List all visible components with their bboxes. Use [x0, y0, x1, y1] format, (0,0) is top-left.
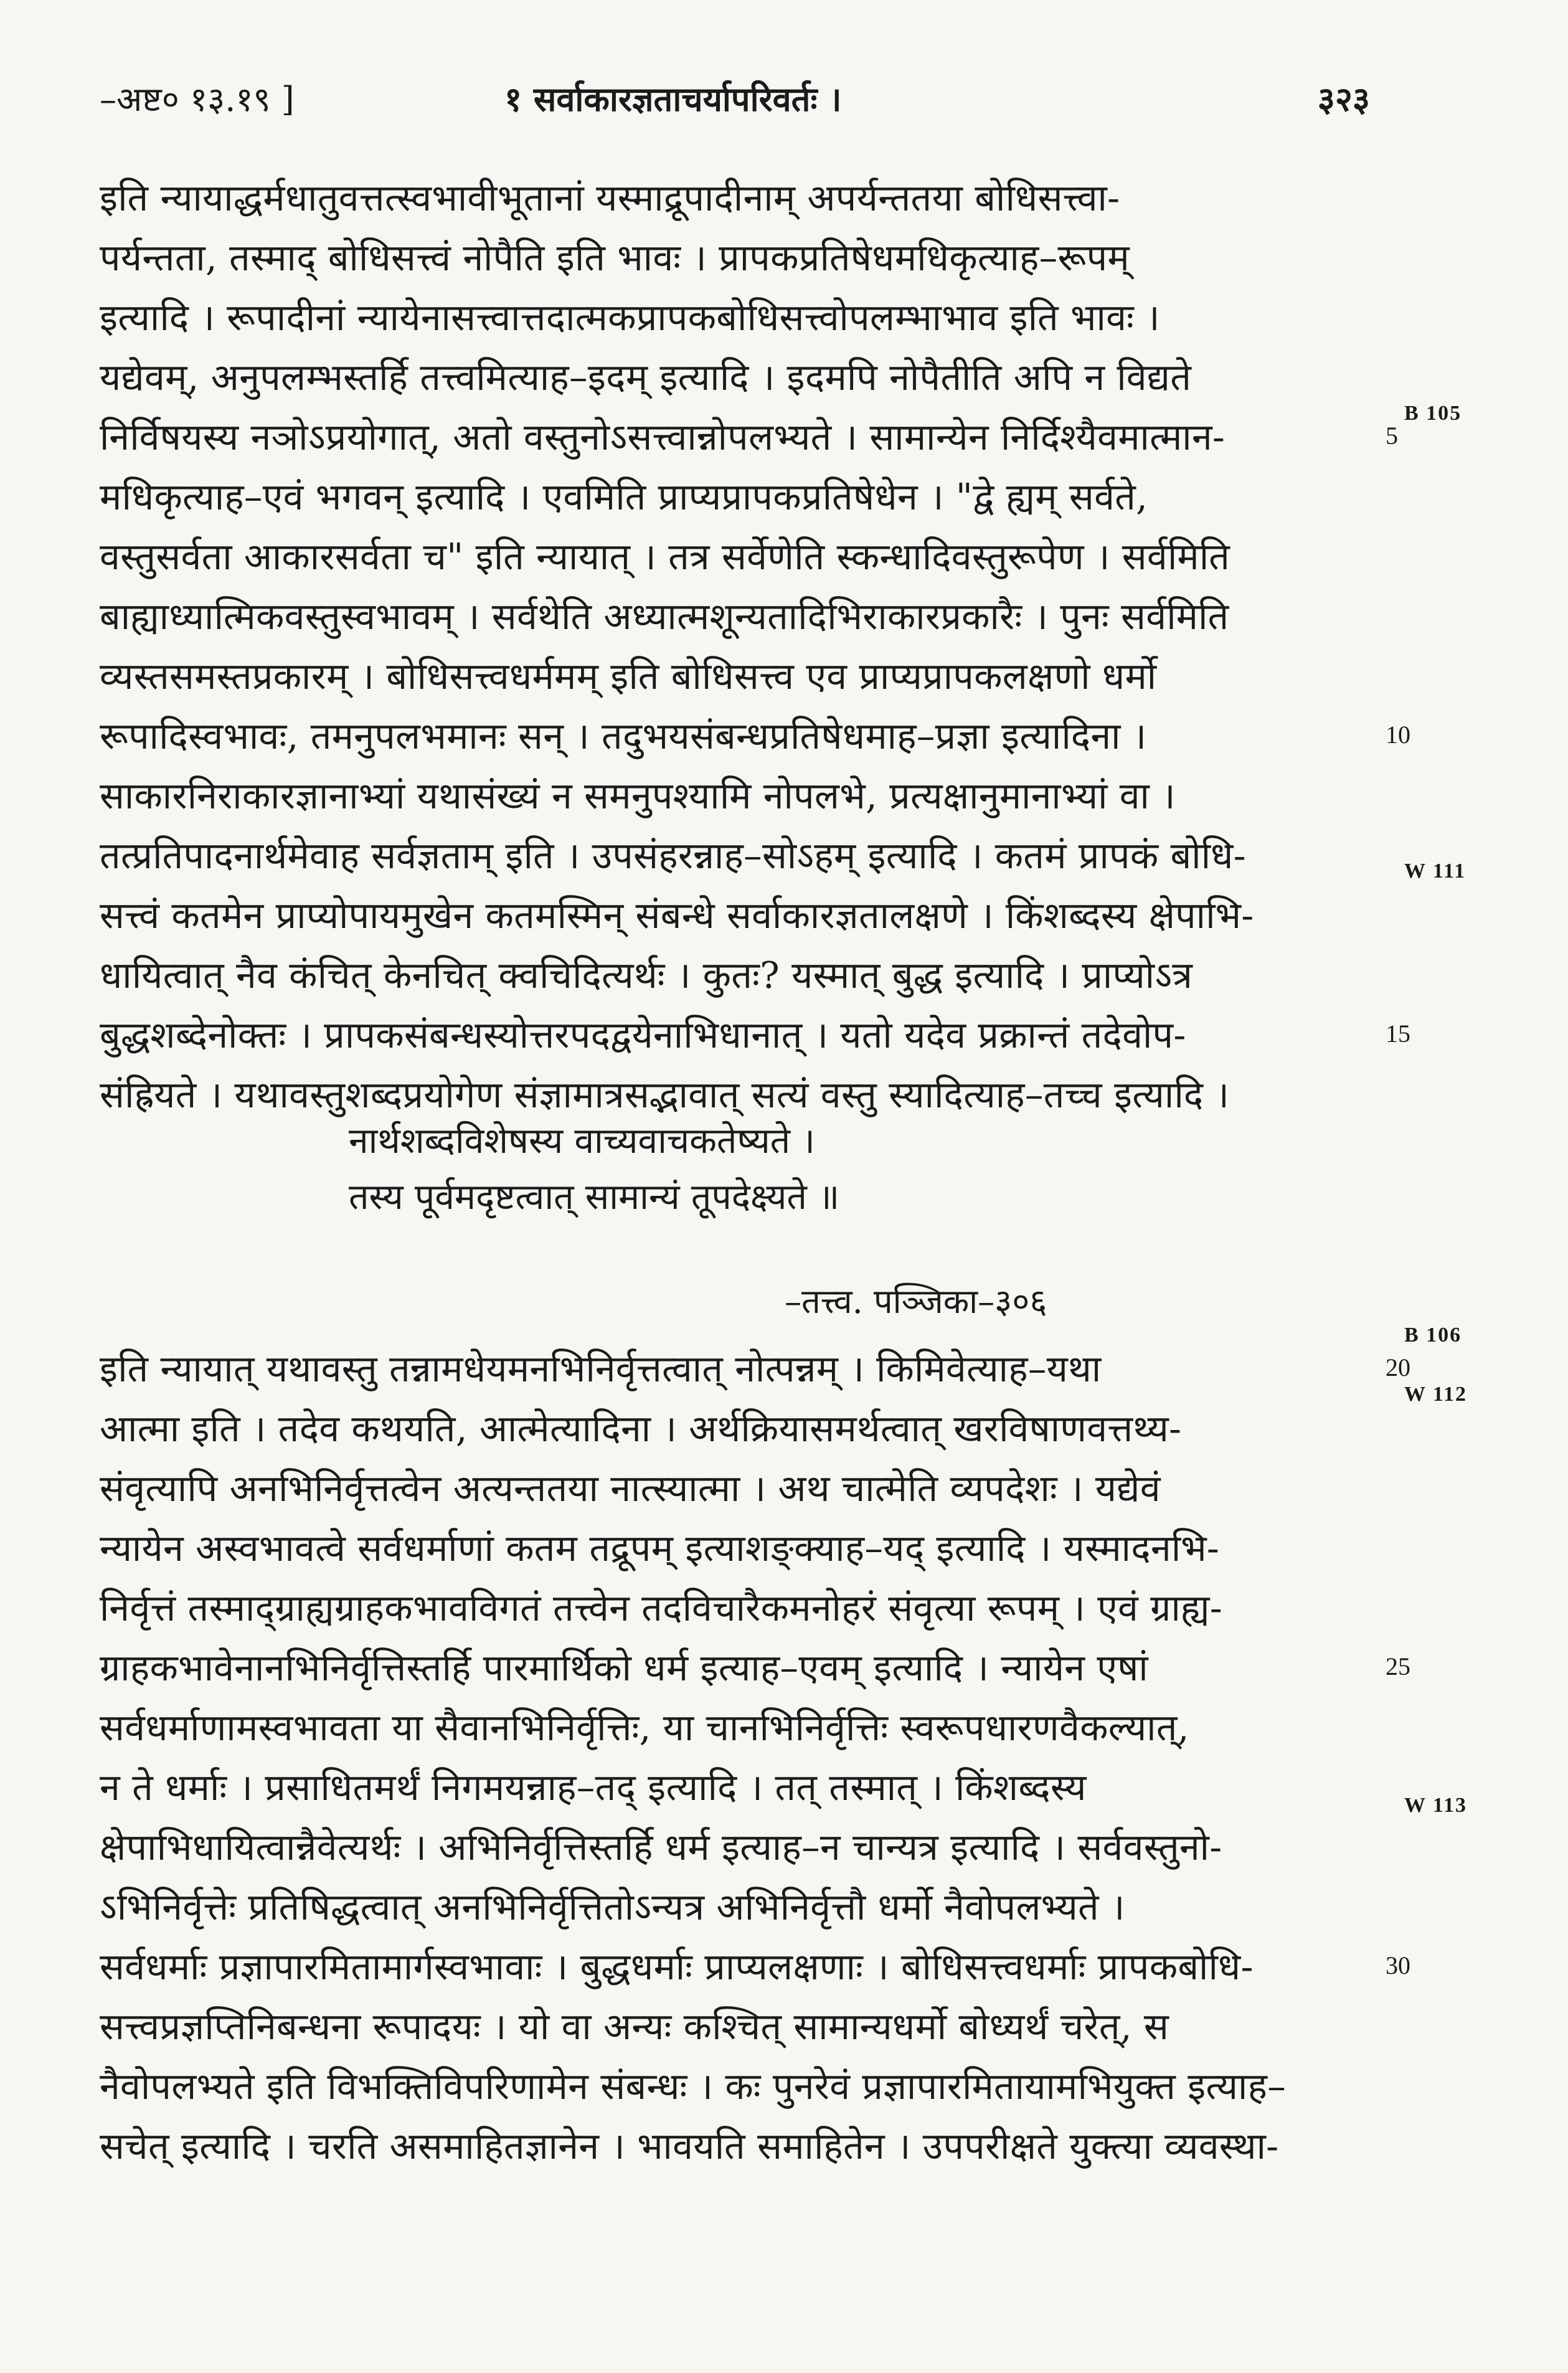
- page-number: ३२३: [1317, 79, 1370, 119]
- verse-line-2: तस्य पूर्वमदृष्टत्वात् सामान्यं तूपदेक्ष्यते ॥: [349, 1177, 840, 1218]
- text-line: यद्येवम्, अनुपलम्भस्तर्हि तत्त्वमित्याह–इदम् इत्यादि । इदमपि नोपैतीति अपि न विद्यते: [100, 356, 1192, 399]
- line-number: 10: [1386, 721, 1410, 749]
- text-line: ऽभिनिर्वृत्तेः प्रतिषिद्धत्वात् अनभिनिर्वृत्तितोऽन्यत्र अभिनिर्वृत्तौ धर्मो नैवोपलभ्यते ।: [100, 1885, 1125, 1928]
- page-header: [100, 75, 1370, 143]
- text-line: निर्विषयस्य नञोऽप्रयोगात्, अतो वस्तुनोऽसत्त्वान्नोपलभ्यते । सामान्येन निर्दिश्यैवमात्मान-: [100, 415, 1226, 458]
- margin-ref-w111: W 111: [1404, 860, 1466, 883]
- text-line: नैवोपलभ्यते इति विभक्तिविपरिणामेन संबन्धः । कः पुनरेवं प्रज्ञापारमितायामभियुक्त इत्याह–: [100, 2065, 1287, 2108]
- text-line: न ते धर्माः । प्रसाधितमर्थं निगमयन्नाह–तद् इत्यादि । तत् तस्मात् । किंशब्दस्य: [100, 1766, 1087, 1809]
- text-line: व्यस्तसमस्तप्रकारम् । बोधिसत्त्वधर्ममम् इति बोधिसत्त्व एव प्राप्यप्रापकलक्षणो धर्मो: [100, 655, 1157, 698]
- margin-ref-b106: B 106: [1404, 1324, 1462, 1347]
- line-number: 5: [1386, 422, 1398, 450]
- margin-ref-w113: W 113: [1404, 1794, 1468, 1817]
- line-number: 20: [1386, 1353, 1410, 1381]
- running-title: १ सर्वाकारज्ञताचर्यापरिवर्तः ।: [504, 79, 842, 119]
- verse-line-1: नार्थशब्दविशेषस्य वाच्यवाचकतेष्यते ।: [349, 1120, 815, 1162]
- text-line: क्षेपाभिधायित्वान्नैवेत्यर्थः । अभिनिर्वृत्तिस्तर्हि धर्म इत्याह–न चान्यत्र इत्यादि । सर्ववस्तुनो-: [100, 1826, 1222, 1869]
- text-line: ग्राहकभावेनानभिनिर्वृत्तिस्तर्हि पारमार्थिको धर्म इत्याह–एवम् इत्यादि । न्यायेन एषां: [100, 1646, 1148, 1689]
- text-line: संह्रियते । यथावस्तुशब्दप्रयोगेण संज्ञामात्रसद्भावात् सत्यं वस्तु स्यादित्याह–तच्च इत्यादि ।: [100, 1073, 1230, 1116]
- text-line: सत्त्वप्रज्ञप्तिनिबन्धना रूपादयः । यो वा अन्यः कश्चित् सामान्यधर्मो बोध्यर्थं चरेत्, स: [100, 2005, 1169, 2048]
- text-line: तत्प्रतिपादनार्थमेवाह सर्वज्ञताम् इति । उपसंहरन्नाह–सोऽहम् इत्यादि । कतमं प्रापकं बोधि-: [100, 834, 1246, 877]
- text-line: इति न्यायाद्धर्मधातुवत्तत्स्वभावीभूतानां यस्माद्रूपादीनाम् अपर्यन्ततया बोधिसत्त्वा-: [100, 176, 1120, 219]
- text-line: मधिकृत्याह–एवं भगवन् इत्यादि । एवमिति प्राप्यप्रापकप्रतिषेधेन । "द्वे ह्यम् सर्वते,: [100, 475, 1148, 518]
- text-line: सत्त्वं कतमेन प्राप्योपायमुखेन कतमस्मिन् संबन्धे सर्वाकारज्ञतालक्षणे । किंशब्दस्य क्षेपाभि-: [100, 894, 1254, 937]
- text-line: सर्वधर्माः प्रज्ञापारमितामार्गस्वभावाः । बुद्धधर्माः प्राप्यलक्षणाः । बोधिसत्त्वधर्माः प्रापकबोधि-: [100, 1945, 1254, 1988]
- text-line: पर्यन्तता, तस्माद् बोधिसत्त्वं नोपैति इति भावः । प्रापकप्रतिषेधमधिकृत्याह–रूपम्: [100, 236, 1130, 279]
- text-line: आत्मा इति । तदेव कथयति, आत्मेत्यादिना । अर्थक्रियासमर्थत्वात् खरविषाणवत्तथ्य-: [100, 1407, 1182, 1450]
- margin-ref-b105: B 105: [1404, 402, 1462, 425]
- text-line: धायित्वात् नैव कंचित् केनचित् क्वचिदित्यर्थः । कुतः? यस्मात् बुद्ध इत्यादि । प्राप्योऽत्र: [100, 954, 1193, 997]
- text-line: इति न्यायात् यथावस्तु तन्नामधेयमनभिनिर्वृत्तत्वात् नोत्पन्नम् । किमिवेत्याह–यथा: [100, 1347, 1102, 1390]
- text-line: रूपादिस्वभावः, तमनुपलभमानः सन् । तदुभयसंबन्धप्रतिषेधमाह–प्रज्ञा इत्यादिना ।: [100, 714, 1147, 757]
- text-line: वस्तुसर्वता आकारसर्वता च" इति न्यायात् । तत्र सर्वेणेति स्कन्धादिवस्तुरूपेण । सर्वमिति: [100, 535, 1230, 578]
- chapter-reference: –अष्ट० १३.१९ ]: [100, 80, 295, 119]
- text-line: साकारनिराकारज्ञानाभ्यां यथासंख्यं न समनुपश्यामि नोपलभे, प्रत्यक्षानुमानाभ्यां वा ।: [100, 774, 1176, 817]
- line-number: 15: [1386, 1020, 1410, 1048]
- text-line: सचेत् इत्यादि । चरति असमाहितज्ञानेन । भावयति समाहितेन । उपपरीक्षते युक्त्या व्यवस्था-: [100, 2124, 1279, 2167]
- text-line: इत्यादि । रूपादीनां न्यायेनासत्त्वात्तदात्मकप्रापकबोधिसत्त्वोपलम्भाभाव इति भावः ।: [100, 296, 1160, 339]
- verse-source: –तत्त्व. पञ्जिका–३०६: [785, 1282, 1047, 1321]
- line-number: 25: [1386, 1652, 1410, 1680]
- text-line: बुद्धशब्देनोक्तः । प्रापकसंबन्धस्योत्तरपदद्वयेनाभिधानात् । यतो यदेव प्रक्रान्तं तदेवोप-: [100, 1013, 1186, 1056]
- margin-ref-w112: W 112: [1404, 1383, 1468, 1406]
- text-line: निर्वृत्तं तस्माद्ग्राह्यग्राहकभावविगतं तत्त्वेन तदविचारैकमनोहरं संवृत्या रूपम् । एवं ग्राह्य-: [100, 1586, 1222, 1629]
- text-line: सर्वधर्माणामस्वभावता या सैवानभिनिर्वृत्तिः, या चानभिनिर्वृत्तिः स्वरूपधारणवैकल्यात्,: [100, 1706, 1189, 1749]
- line-number: 30: [1386, 1951, 1410, 1979]
- text-line: संवृत्यापि अनभिनिर्वृत्तत्वेन अत्यन्ततया नात्स्यात्मा । अथ चात्मेति व्यपदेशः । यद्येवं: [100, 1467, 1161, 1510]
- text-line: बाह्याध्यात्मिकवस्तुस्वभावम् । सर्वथेति अध्यात्मशून्यतादिभिराकारप्रकारैः । पुनः सर्वमिति: [100, 595, 1229, 638]
- text-line: न्यायेन अस्वभावत्वे सर्वधर्माणां कतम तद्रूपम् इत्याशङ्क्याह–यद् इत्यादि । यस्मादनभि-: [100, 1527, 1220, 1570]
